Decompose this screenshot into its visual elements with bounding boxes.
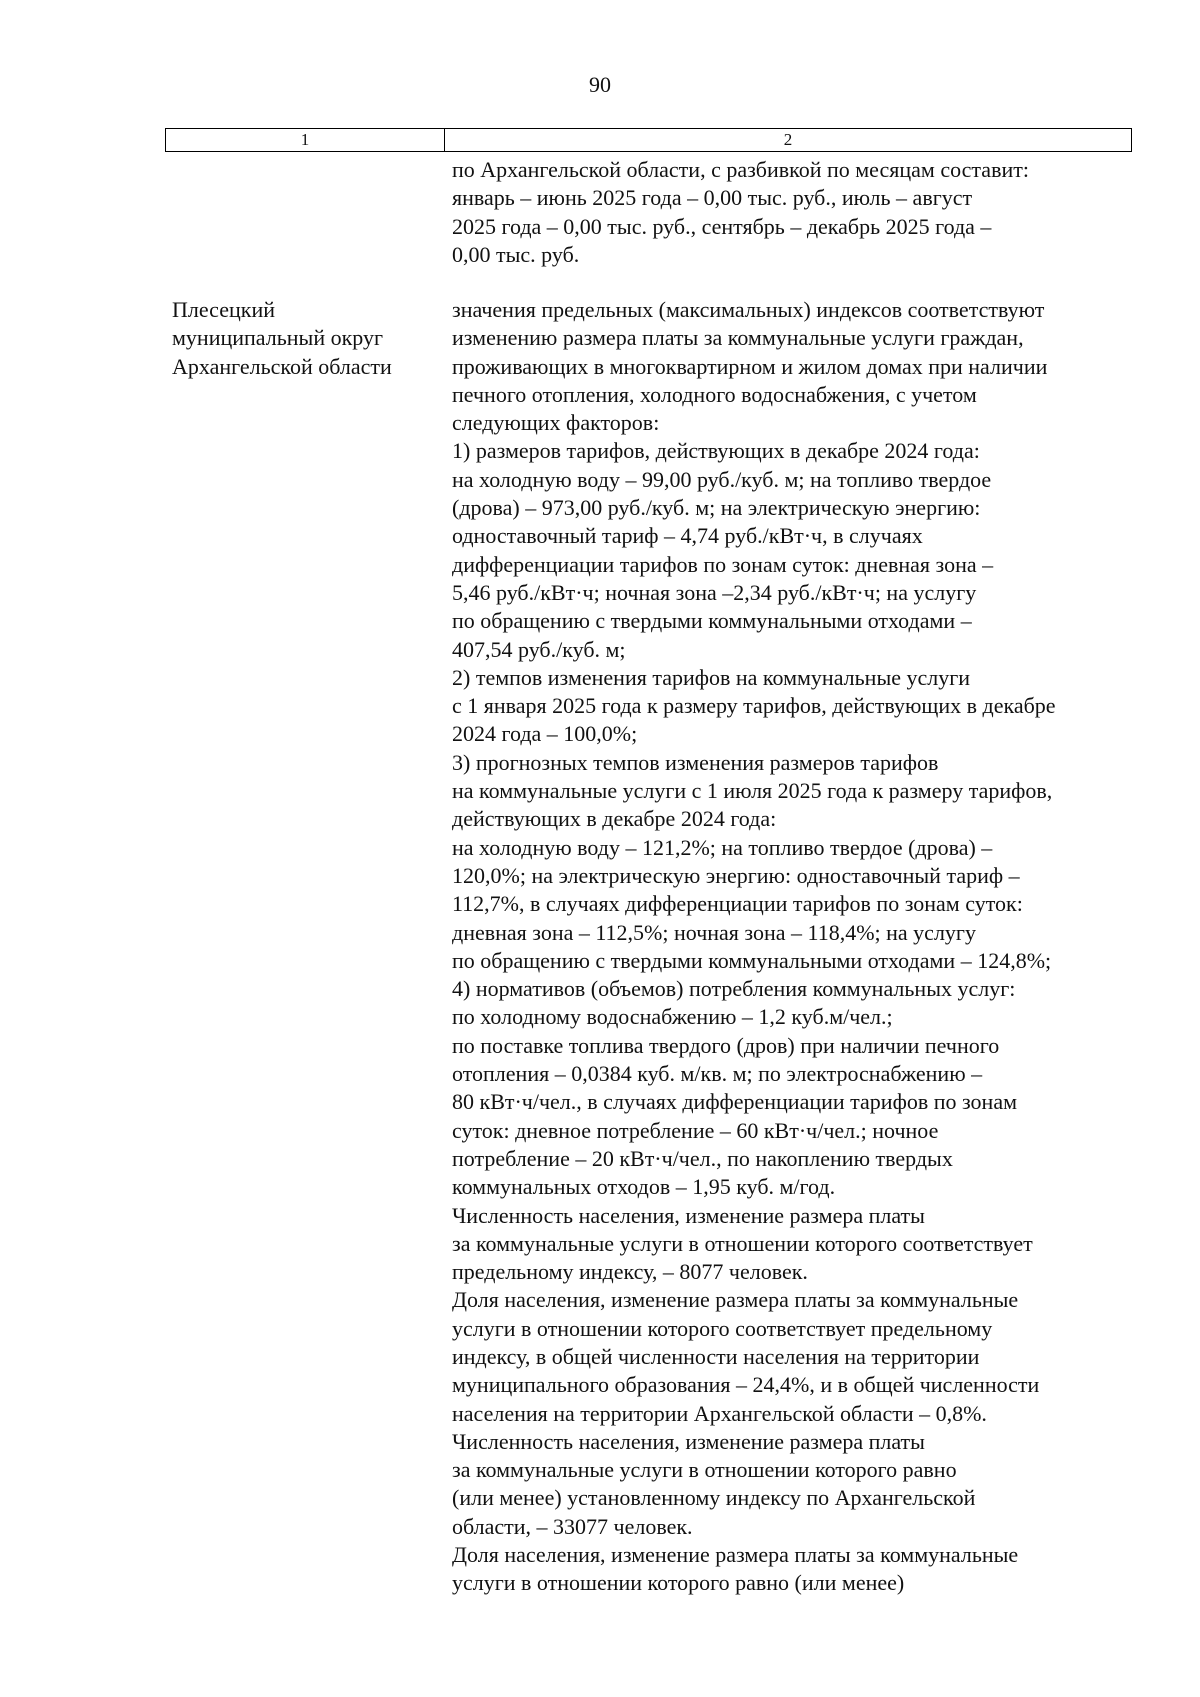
description-line: дневная зона – 112,5%; ночная зона – 118,4%; на услугу [452,919,976,945]
description-line: услуги в отношении которого соответствует предельному [452,1315,993,1341]
intro-line: 2025 года – 0,00 тыс. руб., сентябрь – декабрь 2025 года – [452,213,992,239]
description-line: 3) прогнозных темпов изменения размеров тарифов [452,749,939,775]
description-line: 407,54 руб./куб. м; [452,636,626,662]
description-line: Доля населения, изменение размера платы за коммунальные [452,1287,1019,1313]
description-line: 1) размеров тарифов, действующих в декабре 2024 года: [452,438,980,464]
page-number: 90 [589,72,611,97]
description-line: Численность населения, изменение размера платы [452,1428,925,1454]
intro-line: январь – июнь 2025 года – 0,00 тыс. руб., июль – август [452,185,973,211]
region-description [452,296,1162,1598]
table-header [165,128,1132,152]
description-line: на холодную воду – 121,2%; на топливо твердое (дрова) – [452,834,993,860]
region-line: Плесецкий [172,297,275,322]
column-number-1: 1 [166,129,445,152]
description-line: коммунальных отходов – 1,95 куб. м/год. [452,1174,836,1200]
region-line: Архангельской области [172,353,392,379]
description-line: на холодную воду – 99,00 руб./куб. м; на топливо твердое [452,466,992,492]
description-line: по холодному водоснабжению – 1,2 куб.м/чел.; [452,1004,893,1030]
description-line: за коммунальные услуги в отношении которого соответствует [452,1230,1033,1256]
description-line: изменению размера платы за коммунальные услуги граждан, [452,325,1024,351]
description-line: населения на территории Архангельской области – 0,8%. [452,1400,987,1426]
description-line: 112,7%, в случаях дифференциации тарифов по зонам суток: [452,891,1023,917]
description-line: суток: дневное потребление – 60 кВт·ч/чел.; ночное [452,1117,939,1143]
description-line: проживающих в многоквартирном и жилом домах при наличии [452,353,1048,379]
intro-line: по Архангельской области, с разбивкой по месяцам составит: [452,157,1029,182]
description-line: дифференциации тарифов по зонам суток: дневная зона – [452,551,994,577]
description-line: услуги в отношении которого равно (или менее) [452,1570,905,1596]
description-line: печного отопления, холодного водоснабжения, с учетом [452,381,977,407]
description-line: 5,46 руб./кВт·ч; ночная зона –2,34 руб./кВт·ч; на услугу [452,579,977,605]
description-line: по обращению с твердыми коммунальными отходами – [452,608,972,634]
column-number-2: 2 [445,129,1132,152]
description-line: 2024 года – 100,0%; [452,721,638,747]
description-line: за коммунальные услуги в отношении которого равно [452,1457,957,1483]
description-line: действующих в декабре 2024 года: [452,806,777,832]
intro-paragraph [452,156,1152,269]
description-line: потребление – 20 кВт·ч/чел., по накоплению твердых [452,1145,953,1171]
description-line: 4) нормативов (объемов) потребления коммунальных услуг: [452,976,1016,1002]
description-line: Численность населения, изменение размера платы [452,1202,925,1228]
region-line: муниципальный округ [172,325,384,351]
description-line: (дрова) – 973,00 руб./куб. м; на электрическую энергию: [452,495,981,521]
description-line: Доля населения, изменение размера платы за коммунальные [452,1542,1019,1568]
description-line: следующих факторов: [452,410,660,436]
description-line: по поставке топлива твердого (дров) при наличии печного [452,1032,1000,1058]
description-line: индексу, в общей численности населения на территории [452,1343,980,1369]
description-line: значения предельных (максимальных) индексов соответствуют [452,297,1045,322]
intro-line: 0,00 тыс. руб. [452,241,580,267]
description-line: 2) темпов изменения тарифов на коммунальные услуги [452,664,971,690]
description-line: отопления – 0,0384 куб. м/кв. м; по электроснабжению – [452,1061,983,1087]
description-line: муниципального образования – 24,4%, и в общей численности [452,1372,1040,1398]
description-line: на коммунальные услуги с 1 июля 2025 года к размеру тарифов, [452,778,1053,804]
description-line: области, – 33077 человек. [452,1513,693,1539]
description-line: одноставочный тариф – 4,74 руб./кВт·ч, в случаях [452,523,923,549]
description-line: с 1 января 2025 года к размеру тарифов, действующих в декабре [452,693,1056,719]
description-line: по обращению с твердыми коммунальными отходами – 124,8%; [452,947,1052,973]
region-name [172,296,442,381]
description-line: (или менее) установленному индексу по Архангельской [452,1485,976,1511]
description-line: предельному индексу, – 8077 человек. [452,1259,808,1285]
description-line: 80 кВт·ч/чел., в случаях дифференциации тарифов по зонам [452,1089,1018,1115]
description-line: 120,0%; на электрическую энергию: одноставочный тариф – [452,862,1020,888]
